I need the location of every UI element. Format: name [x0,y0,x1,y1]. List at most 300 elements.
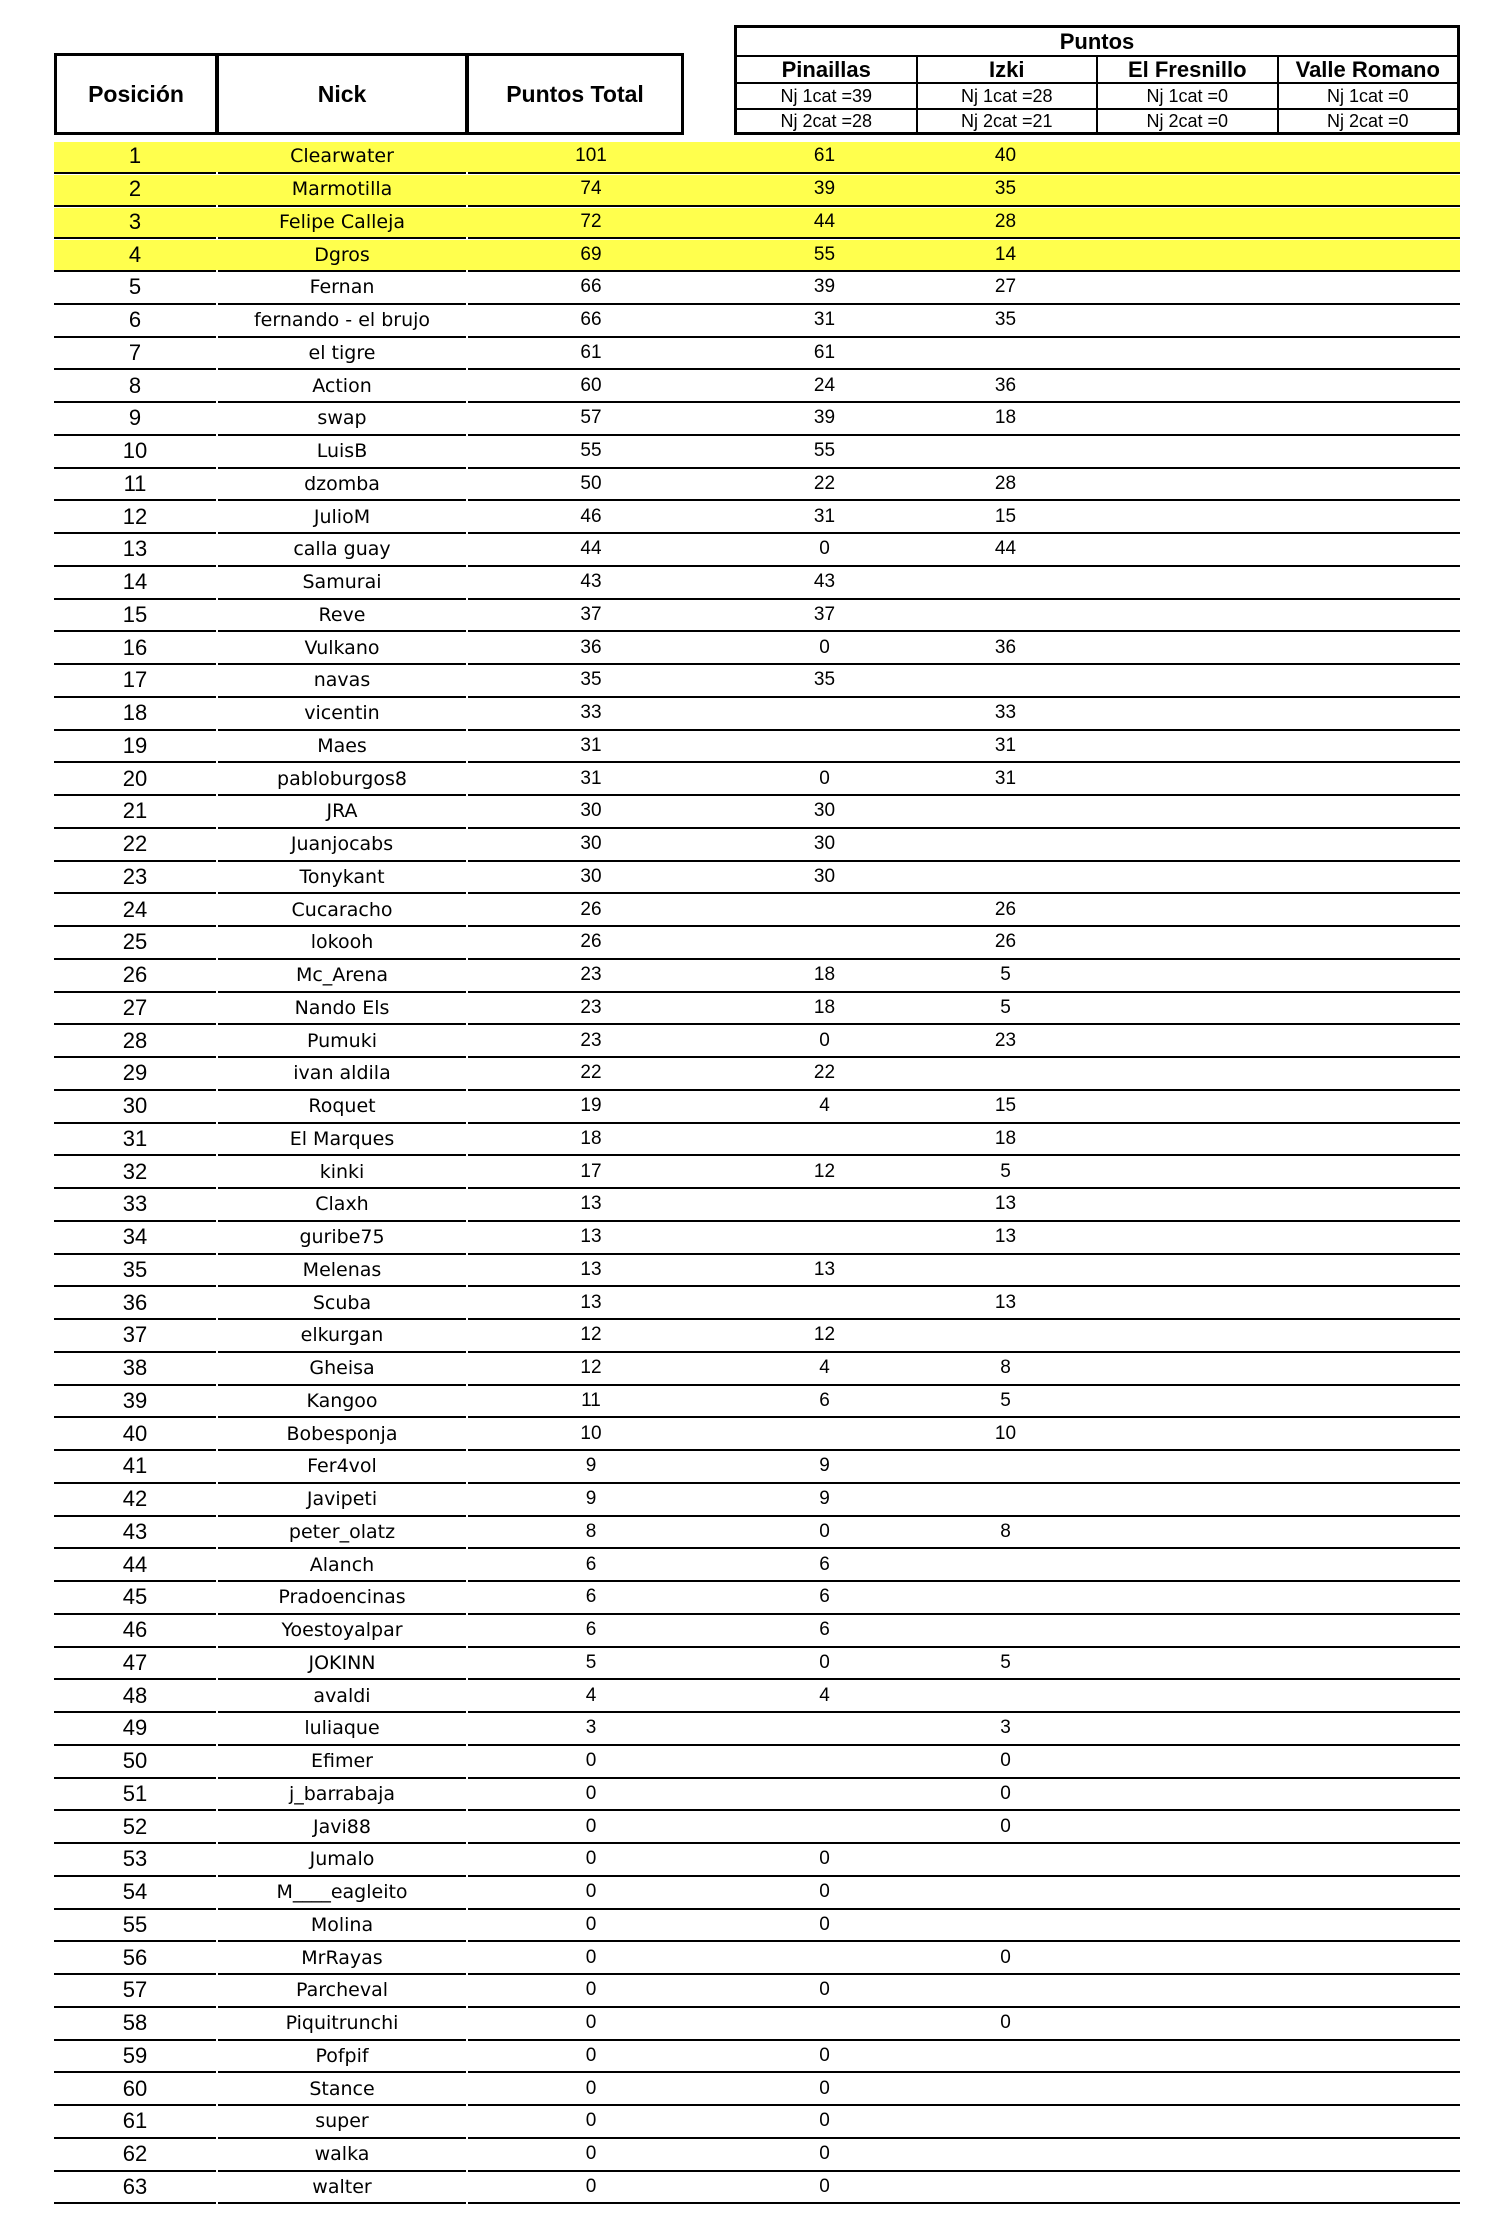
table-row [54,1091,1460,1124]
cell-total: 43 [580,571,602,593]
table-row [54,1844,1460,1877]
cell-pinaillas: 4 [819,1684,830,1706]
table-row [54,338,1460,371]
cell-el-fresnillo [1096,600,1277,631]
table-row [54,829,1460,862]
cell-izki: 13 [994,1226,1017,1248]
cell-nick: Alanch [309,1553,375,1576]
cell-total: 61 [580,341,602,363]
cell-izki: 33 [994,702,1017,724]
cell-nick: Scuba [312,1291,372,1314]
cell-pinaillas: 4 [819,1095,830,1117]
cell-valle-romano [1277,1942,1460,1973]
cell-position: 28 [122,1027,148,1053]
table-row [54,1779,1460,1812]
cell-total: 0 [585,1750,597,1772]
cell-pinaillas: 0 [819,2175,830,2197]
cell-valle-romano [1277,1451,1460,1482]
cell-el-fresnillo [1096,1877,1277,1908]
cell-nick: Dgros [314,243,370,266]
table-row [54,174,1460,207]
cell-izki: 40 [994,145,1017,167]
cell-total: 13 [580,1193,602,1215]
cell-total: 0 [585,1913,597,1935]
cell-position: 29 [122,1060,148,1086]
cell-el-fresnillo [1096,1451,1277,1482]
cell-el-fresnillo [1096,1386,1277,1417]
cell-pinaillas: 0 [819,538,830,560]
cell-total: 101 [575,145,607,167]
cell-izki: 35 [994,309,1017,331]
cell-pinaillas: 6 [819,1389,830,1411]
cell-izki [915,1549,1096,1580]
cell-position: 47 [122,1649,148,1675]
cell-pinaillas: 39 [813,276,836,298]
cell-total: 3 [585,1717,597,1739]
cell-position: 54 [122,1879,148,1905]
table-row [54,501,1460,534]
cell-total: 23 [580,964,602,986]
cell-el-fresnillo [1096,1156,1277,1187]
cell-el-fresnillo [1096,1942,1277,1973]
cell-valle-romano [1277,698,1460,729]
cell-position: 36 [122,1289,148,1315]
cell-valle-romano [1277,1484,1460,1515]
cell-nick: Reve [318,603,366,626]
cell-total: 0 [585,2110,597,2132]
venue-name: Pinaillas [781,56,871,82]
cell-el-fresnillo [1096,1058,1277,1089]
table-row [54,305,1460,338]
cell-valle-romano [1277,1582,1460,1613]
cell-izki [915,1680,1096,1711]
cell-position: 42 [122,1486,148,1512]
cell-position: 25 [122,929,148,955]
cell-el-fresnillo [1096,927,1277,958]
cell-position: 56 [122,1944,148,1970]
cell-valle-romano [1277,796,1460,827]
cell-total: 0 [585,2044,597,2066]
cell-total: 66 [580,276,602,298]
cell-nick: guribe75 [299,1226,385,1249]
cell-nick: Kangoo [306,1389,378,1412]
cell-nick: walka [314,2143,370,2166]
cell-izki [915,1058,1096,1089]
table-row [54,796,1460,829]
cell-nick: Molina [310,1913,374,1936]
table-row [54,1320,1460,1353]
cell-valle-romano [1277,1222,1460,1253]
cell-izki: 31 [994,734,1017,756]
table-row [54,1156,1460,1189]
cell-position: 4 [128,241,142,267]
cell-nick: LuisB [316,440,368,463]
cell-total: 46 [580,505,602,527]
cell-el-fresnillo [1096,469,1277,500]
cell-nick: Cucaracho [291,898,393,921]
cell-position: 61 [122,2108,148,2134]
cell-izki: 3 [1000,1717,1011,1739]
cell-position: 12 [122,503,148,529]
cell-el-fresnillo [1096,174,1277,205]
cell-el-fresnillo [1096,763,1277,794]
cell-pinaillas: 12 [813,1324,836,1346]
header-position [54,53,218,135]
cell-total: 0 [585,1979,597,2001]
cell-el-fresnillo [1096,1615,1277,1646]
cell-valle-romano [1277,370,1460,401]
cell-position: 22 [122,831,148,857]
cell-el-fresnillo [1096,1713,1277,1744]
cell-izki [915,796,1096,827]
table-row [54,862,1460,895]
venue-cat1: Nj 1cat =28 [916,84,1097,108]
cell-izki: 5 [1000,1389,1011,1411]
cell-total: 23 [580,1029,602,1051]
cell-position: 63 [122,2173,148,2199]
cell-izki [915,2041,1096,2072]
cell-valle-romano [1277,2041,1460,2072]
table-row [54,207,1460,240]
cell-pinaillas: 24 [813,374,836,396]
cell-izki: 0 [1000,1946,1011,1968]
cell-el-fresnillo [1096,1124,1277,1155]
cell-total: 0 [585,1881,597,1903]
cell-el-fresnillo [1096,2073,1277,2104]
cell-nick: ivan aldila [293,1062,391,1085]
cell-valle-romano [1277,1517,1460,1548]
cell-izki: 5 [1000,964,1011,986]
cell-pinaillas: 0 [819,767,830,789]
cell-valle-romano [1277,239,1460,270]
cell-el-fresnillo [1096,1648,1277,1679]
cell-izki: 8 [1000,1520,1011,1542]
cell-valle-romano [1277,534,1460,565]
cell-pinaillas: 0 [819,1881,830,1903]
cell-position: 23 [122,863,148,889]
venue-cat2: Nj 2cat =0 [1096,110,1277,132]
cell-el-fresnillo [1096,1320,1277,1351]
table-row [54,272,1460,305]
cell-position: 24 [122,896,148,922]
cell-valle-romano [1277,1713,1460,1744]
table-row [54,1942,1460,1975]
header-nick [216,53,468,135]
cell-nick: Parcheval [296,1979,388,2002]
cell-el-fresnillo [1096,338,1277,369]
cell-position: 16 [122,634,148,660]
cell-izki [915,600,1096,631]
cell-valle-romano [1277,403,1460,434]
cell-el-fresnillo [1096,1582,1277,1613]
venue-row [737,57,1457,84]
cell-total: 31 [580,767,602,789]
cell-position: 7 [128,339,142,365]
cell-el-fresnillo [1096,796,1277,827]
cell-position: 62 [122,2141,148,2167]
cell-total: 12 [580,1357,602,1379]
cell-pinaillas [734,1746,915,1777]
cell-el-fresnillo [1096,993,1277,1024]
table-row [54,2041,1460,2074]
cell-izki [915,2106,1096,2137]
cell-el-fresnillo [1096,1287,1277,1318]
table-row [54,2172,1460,2205]
cell-nick: Pumuki [307,1029,377,1052]
table-row [54,403,1460,436]
venue-name: El Fresnillo [1096,57,1277,82]
table-row [54,239,1460,272]
cell-nick: Nando Els [294,996,390,1019]
cell-izki [915,1582,1096,1613]
cell-position: 60 [122,2075,148,2101]
cell-nick: Fer4vol [307,1455,377,1478]
cell-valle-romano [1277,1287,1460,1318]
cell-position: 45 [122,1584,148,1610]
cell-nick: Javi88 [313,1815,371,1838]
venue-name: Valle Romano [1277,57,1458,82]
cell-pinaillas: 0 [819,636,830,658]
cell-pinaillas: 39 [813,178,836,200]
cell-el-fresnillo [1096,501,1277,532]
cell-valle-romano [1277,1779,1460,1810]
cell-izki: 18 [994,407,1017,429]
cell-position: 2 [128,176,142,202]
cell-valle-romano [1277,1648,1460,1679]
cell-valle-romano [1277,1058,1460,1089]
table-row [54,2008,1460,2041]
cell-nick: Samurai [302,571,382,594]
cell-pinaillas: 13 [813,1258,836,1280]
cell-pinaillas: 0 [819,2110,830,2132]
table-row [54,698,1460,731]
cell-izki [915,1615,1096,1646]
cell-el-fresnillo [1096,1353,1277,1384]
cell-nick: Pradoencinas [278,1586,406,1609]
header-position-label: Posición [88,80,184,107]
cell-izki [915,2172,1096,2203]
cell-izki: 0 [1000,2012,1011,2034]
cell-nick: El Marques [289,1127,395,1150]
cell-position: 41 [122,1453,148,1479]
cell-izki [915,862,1096,893]
table-row [54,763,1460,796]
cell-izki: 26 [994,931,1017,953]
rule-gap [216,2202,218,2204]
cell-el-fresnillo [1096,1255,1277,1286]
cell-pinaillas: 44 [813,210,836,232]
cell-total: 13 [580,1226,602,1248]
cell-valle-romano [1277,993,1460,1024]
cell-pinaillas: 22 [813,472,836,494]
venue-cat1: Nj 1cat =39 [780,85,873,106]
cell-nick: Action [312,374,372,397]
cell-izki [915,567,1096,598]
cell-position: 20 [122,765,148,791]
cell-nick: dzomba [304,472,380,495]
cell-valle-romano [1277,1680,1460,1711]
cell-el-fresnillo [1096,403,1277,434]
cell-valle-romano [1277,2139,1460,2170]
cell-nick: JOKINN [308,1651,376,1674]
cell-position: 52 [122,1813,148,1839]
cell-nick: Claxh [315,1193,369,1216]
cell-position: 59 [122,2042,148,2068]
table-row [54,1255,1460,1288]
table-row [54,1811,1460,1844]
cell-pinaillas [734,1713,915,1744]
cell-valle-romano [1277,829,1460,860]
cell-izki: 28 [994,472,1017,494]
cell-pinaillas [734,927,915,958]
cell-pinaillas: 0 [819,2044,830,2066]
header-nick-label: Nick [317,80,367,107]
cell-pinaillas [734,1287,915,1318]
cell-izki: 15 [994,505,1017,527]
cell-position: 30 [122,1093,148,1119]
cell-el-fresnillo [1096,1779,1277,1810]
cell-nick: fernando - el brujo [253,309,431,332]
cell-el-fresnillo [1096,2008,1277,2039]
table-row [54,436,1460,469]
cell-nick: Clearwater [290,145,394,168]
cell-position: 32 [122,1158,148,1184]
cell-valle-romano [1277,1746,1460,1777]
cell-valle-romano [1277,1189,1460,1220]
cell-total: 55 [580,440,602,462]
cell-valle-romano [1277,2008,1460,2039]
cell-valle-romano [1277,436,1460,467]
cell-izki [915,1451,1096,1482]
cell-pinaillas: 0 [819,1979,830,2001]
cell-el-fresnillo [1096,632,1277,663]
cell-position: 1 [128,143,142,169]
cell-izki: 15 [994,1095,1017,1117]
cell-position: 37 [122,1322,148,1348]
cell-pinaillas [734,1418,915,1449]
cell-nick: swap [317,407,367,430]
cell-izki: 5 [1000,996,1011,1018]
table-row [54,1189,1460,1222]
cell-valle-romano [1277,1549,1460,1580]
cell-nick: M____eagleito [276,1881,408,1904]
table-row [54,1124,1460,1157]
cell-position: 33 [122,1191,148,1217]
cell-total: 5 [585,1651,597,1673]
cell-pinaillas [734,894,915,925]
cell-position: 13 [122,536,148,562]
cell-total: 26 [580,898,602,920]
table-row [54,1975,1460,2008]
cell-izki: 0 [1000,1782,1011,1804]
cell-position: 17 [122,667,148,693]
cell-total: 72 [580,210,602,232]
table-row [54,731,1460,764]
cell-valle-romano [1277,927,1460,958]
cell-pinaillas: 61 [813,145,836,167]
cell-izki [915,1910,1096,1941]
cell-valle-romano [1277,567,1460,598]
cell-el-fresnillo [1096,1549,1277,1580]
cell-valle-romano [1277,1353,1460,1384]
cell-valle-romano [1277,862,1460,893]
cell-total: 0 [585,1946,597,1968]
cell-el-fresnillo [1096,1746,1277,1777]
cell-izki [915,1975,1096,2006]
cell-nick: Jumalo [309,1848,375,1871]
cell-position: 40 [122,1420,148,1446]
cell-el-fresnillo [1096,862,1277,893]
cell-position: 46 [122,1617,148,1643]
cell-valle-romano [1277,2172,1460,2203]
cell-nick: Javipeti [306,1488,378,1511]
cell-position: 8 [128,372,142,398]
cell-total: 6 [585,1586,597,1608]
cell-position: 34 [122,1224,148,1250]
cell-position: 14 [122,569,148,595]
cell-el-fresnillo [1096,698,1277,729]
cell-position: 5 [128,274,142,300]
cell-izki [915,829,1096,860]
cell-total: 36 [580,636,602,658]
cell-position: 18 [122,700,148,726]
table-row [54,1418,1460,1451]
cell-izki: 5 [1000,1651,1011,1673]
venue-cat1: Nj 1cat =0 [1096,84,1277,108]
row-rule [54,2202,1460,2204]
table-row [54,567,1460,600]
cell-el-fresnillo [1096,272,1277,303]
cell-total: 23 [580,996,602,1018]
cell-el-fresnillo [1096,534,1277,565]
cell-el-fresnillo [1096,894,1277,925]
table-row [54,1451,1460,1484]
cell-total: 4 [585,1684,597,1706]
cell-izki [915,2073,1096,2104]
cell-total: 10 [580,1422,602,1444]
cell-total: 37 [580,603,602,625]
cell-nick: j_barrabaja [288,1782,396,1805]
cell-izki: 5 [1000,1160,1011,1182]
cell-total: 50 [580,472,602,494]
cell-nick: avaldi [313,1684,371,1707]
cell-pinaillas: 6 [819,1619,830,1641]
table-row [54,534,1460,567]
cell-valle-romano [1277,1124,1460,1155]
table-row [54,1549,1460,1582]
cell-pinaillas [734,1811,915,1842]
cell-position: 11 [123,470,147,496]
cell-izki [915,665,1096,696]
cell-total: 0 [585,2175,597,2197]
cell-position: 38 [122,1355,148,1381]
cell-pinaillas: 4 [819,1357,830,1379]
cell-valle-romano [1277,338,1460,369]
cell-total: 0 [585,1815,597,1837]
cell-valle-romano [1277,305,1460,336]
cell-izki [915,1484,1096,1515]
cell-position: 51 [122,1780,148,1806]
cell-pinaillas [734,1222,915,1253]
cell-izki: 0 [1000,1815,1011,1837]
cell-pinaillas: 0 [819,1913,830,1935]
header-total-label: Puntos Total [506,80,644,107]
cell-total: 30 [580,865,602,887]
table-row [54,2139,1460,2172]
cell-nick: elkurgan [300,1324,384,1347]
cell-el-fresnillo [1096,1189,1277,1220]
points-title: Puntos [1059,28,1135,54]
